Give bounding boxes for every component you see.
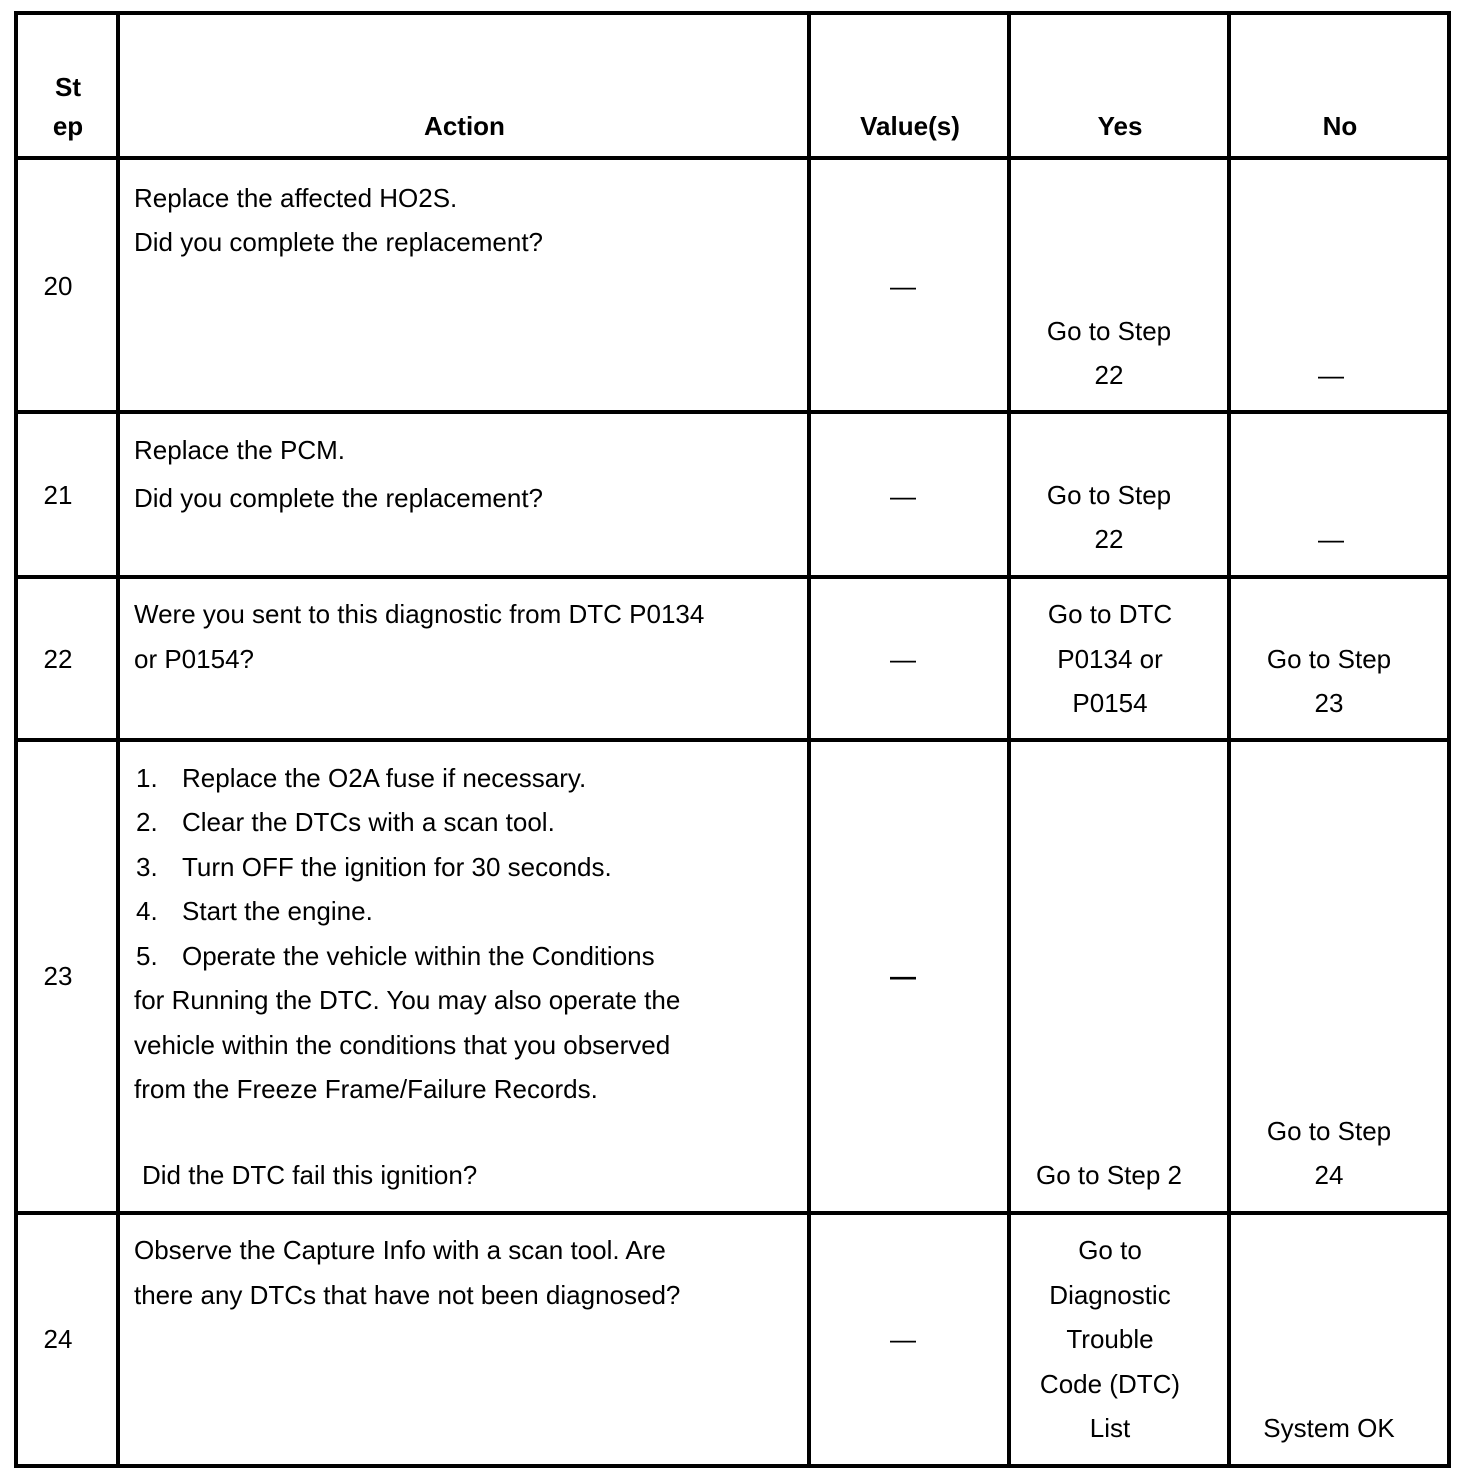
step-number: 23 xyxy=(43,961,73,991)
header-action: Action xyxy=(424,111,505,141)
header-values: Value(s) xyxy=(860,111,960,141)
action-question: Did the DTC fail this ignition? xyxy=(142,1160,478,1190)
header-step-line2: ep xyxy=(52,111,84,141)
no-action: — xyxy=(1318,360,1344,390)
action-text: Observe the Capture Info with a scan tool. Are xyxy=(134,1235,666,1265)
yes-action: 22 xyxy=(1094,524,1124,554)
list-item-text: Start the engine. xyxy=(182,896,373,926)
yes-action: P0154 xyxy=(1072,688,1148,718)
list-number: 3. xyxy=(136,852,158,882)
step-number: 20 xyxy=(43,271,73,301)
yes-action: Go to Step xyxy=(1046,316,1172,346)
header-yes: Yes xyxy=(1097,111,1143,141)
yes-action: P0134 or xyxy=(1057,644,1163,674)
list-item-text: Operate the vehicle within the Conditions xyxy=(182,941,655,971)
yes-action: Go to Step 2 xyxy=(1036,1160,1182,1190)
list-item-text: Turn OFF the ignition for 30 seconds. xyxy=(182,852,612,882)
no-action: System OK xyxy=(1263,1413,1395,1443)
action-text: Replace the affected HO2S. xyxy=(134,183,458,213)
list-item-text: Clear the DTCs with a scan tool. xyxy=(182,807,555,837)
no-action: — xyxy=(1318,524,1344,554)
step-number: 21 xyxy=(43,480,73,510)
value-dash: — xyxy=(890,271,916,301)
action-text: Did you complete the replacement? xyxy=(134,227,544,257)
action-text: there any DTCs that have not been diagnosed? xyxy=(134,1280,681,1310)
no-action: 23 xyxy=(1314,688,1344,718)
yes-action: List xyxy=(1089,1413,1131,1443)
action-text: or P0154? xyxy=(134,644,254,674)
value-dash: — xyxy=(890,481,916,511)
no-action: Go to Step xyxy=(1266,1116,1392,1146)
yes-action: Trouble xyxy=(1066,1324,1154,1354)
action-text: from the Freeze Frame/Failure Records. xyxy=(134,1074,598,1104)
yes-action: Go to xyxy=(1078,1235,1142,1265)
no-action: 24 xyxy=(1314,1160,1344,1190)
value-dash: — xyxy=(890,961,916,991)
list-number: 5. xyxy=(136,941,158,971)
list-number: 2. xyxy=(136,807,158,837)
value-dash: — xyxy=(890,644,916,674)
yes-action: Code (DTC) xyxy=(1039,1369,1181,1399)
list-number: 4. xyxy=(136,896,158,926)
yes-action: Go to DTC xyxy=(1047,599,1173,629)
step-number: 22 xyxy=(43,644,73,674)
value-dash: — xyxy=(890,1324,916,1354)
action-text: Replace the PCM. xyxy=(134,435,345,465)
action-text: Were you sent to this diagnostic from DTC P0134 xyxy=(134,599,705,629)
header-no: No xyxy=(1322,111,1358,141)
action-text: Did you complete the replacement? xyxy=(134,483,544,513)
list-item-text: Replace the O2A fuse if necessary. xyxy=(182,763,587,793)
header-step-line1: St xyxy=(55,72,81,102)
action-text: vehicle within the conditions that you observed xyxy=(134,1030,671,1060)
action-text: for Running the DTC. You may also operate the xyxy=(134,985,681,1015)
yes-action: Diagnostic xyxy=(1049,1280,1171,1310)
step-number: 24 xyxy=(43,1324,73,1354)
no-action: Go to Step xyxy=(1266,644,1392,674)
yes-action: Go to Step xyxy=(1046,480,1172,510)
list-number: 1. xyxy=(136,763,158,793)
yes-action: 22 xyxy=(1094,360,1124,390)
